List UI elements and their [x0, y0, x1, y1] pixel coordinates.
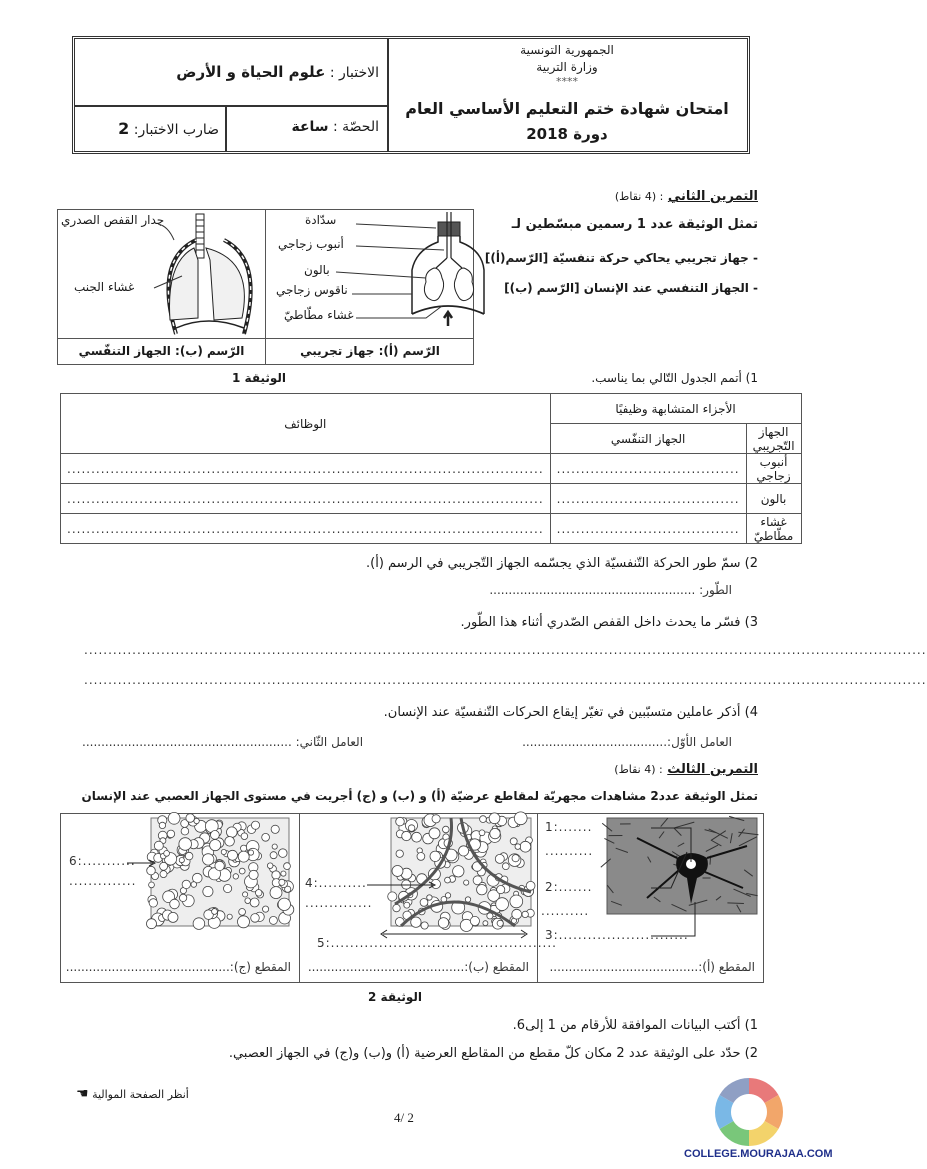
cell-texture [170, 899, 180, 909]
cell-texture [160, 862, 168, 870]
section-c-micrograph [151, 818, 289, 926]
bell-jar-shape [412, 236, 484, 314]
cell-texture [272, 871, 280, 879]
cell-texture [225, 837, 235, 847]
cell-respiratory-blank[interactable]: ...................................... [550, 514, 746, 544]
label-chest-wall: جدار القفص الصدري [61, 213, 165, 227]
cell-texture [479, 830, 485, 836]
table-functions-header: الوظائف [61, 394, 551, 454]
cell-texture [179, 858, 184, 863]
cell-texture [210, 840, 221, 851]
table-experimental-header: الجهاز التّجريبي [746, 424, 801, 454]
answer-line-1[interactable]: ............................................................................................................................................................................... [84, 643, 927, 657]
subject-label: الاختبار : [329, 65, 379, 81]
question-2-4: 4) أذكر عاملين متسبّبين في تغيّر إيقاع الحركات التّنفسيّة عند الإنسان. [383, 705, 758, 720]
balloon-left [424, 268, 443, 301]
cell-texture [270, 887, 282, 899]
coefficient-cell [75, 107, 225, 151]
cell-texture [420, 899, 428, 907]
header-info-block [75, 39, 387, 151]
cell-texture [510, 895, 523, 908]
cell-experimental: أنبوب زجاجي [746, 454, 801, 484]
cell-experimental: غشاء مطّاطيّ [746, 514, 801, 544]
cell-texture [185, 852, 193, 860]
exam-title: امتحان شهادة ختم التعليم الأساسي العام [405, 99, 729, 118]
question-3-2: 2) حدّد على الوثيقة عدد 2 مكان كلّ مقطع من المقاطع العرضية (أ) و(ب) و(ج) في الجهاز العصبي. [228, 1046, 758, 1061]
section-divider [537, 814, 538, 982]
exercise3-title: التمرين الثالث [667, 762, 758, 777]
respiratory-system-drawing [58, 210, 265, 338]
cell-texture [149, 899, 157, 907]
answer-factor-2[interactable]: العامل الثّاني: ....................................................... [82, 735, 364, 749]
cell-texture [227, 914, 232, 919]
cell-texture [510, 838, 517, 845]
question-2-2: 2) سمّ طور الحركة التّنفسيّة الذي يجسّمه الجهاز التّجريبي في الرسم (أ). [366, 556, 758, 571]
cell-texture [417, 853, 425, 861]
answer-line-2[interactable]: ............................................................................................................................................................................... [84, 673, 927, 687]
label-rubber-membrane: غشاء مطّاطيّ [284, 308, 354, 322]
cell-function-blank[interactable]: ................................................................................................... [61, 484, 551, 514]
exam-session: دورة 2018 [526, 125, 608, 143]
label-1-continuation[interactable]: .......... [545, 844, 594, 858]
cell-texture [215, 861, 224, 870]
label-stopper: سدّادة [305, 213, 337, 227]
header-ministry-block [387, 39, 747, 151]
cell-texture [496, 898, 509, 911]
balloon-right [454, 268, 473, 301]
cell-function-blank[interactable]: ................................................................................................... [61, 514, 551, 544]
label-5[interactable]: 5:............................................... [317, 936, 557, 950]
cell-texture [168, 812, 180, 824]
table-row [61, 454, 802, 484]
cell-texture [267, 863, 273, 869]
cell-texture [408, 825, 415, 832]
stopper-shape [438, 222, 460, 236]
cell-texture [427, 895, 432, 900]
cell-texture [279, 849, 288, 858]
exercise2-heading [615, 189, 758, 204]
cell-texture [512, 855, 519, 862]
cell-texture [497, 920, 503, 926]
label-leaders-a [651, 822, 711, 972]
functions-table [60, 393, 802, 544]
cell-texture [179, 838, 192, 851]
table-row [61, 484, 802, 514]
label-4[interactable]: 4:.......... [305, 876, 367, 890]
cell-texture [221, 849, 226, 854]
cell-texture [241, 833, 248, 840]
page-number: 4/ 2 [394, 1110, 414, 1125]
cell-texture [249, 870, 258, 879]
stars-divider: **** [556, 75, 578, 88]
cell-texture [512, 909, 522, 919]
exercise2-points: : (4 نقاط) [614, 190, 664, 203]
answer-factor-1[interactable]: العامل الأوّل:...................................... [522, 735, 732, 749]
cell-texture [262, 833, 270, 841]
label-1[interactable]: 1:....... [545, 820, 593, 834]
cell-texture [502, 863, 509, 870]
section-divider [299, 814, 300, 982]
section-b-caption[interactable]: المقطع (ب):......................................... [307, 960, 529, 974]
cell-texture [186, 814, 195, 823]
exercise3-points: : (4 نقاط) [614, 763, 663, 776]
caption-figure-b: الرّسم (ب): الجهاز التنفّسي [78, 344, 245, 358]
cell-texture [281, 871, 286, 876]
table-respiratory-header: الجهاز التنفّسي [550, 424, 746, 454]
cell-texture [212, 909, 218, 915]
cell-texture [203, 854, 214, 865]
cell-texture [251, 821, 259, 829]
next-page-text: أنظر الصفحة الموالية [92, 1088, 189, 1101]
cell-texture [159, 822, 165, 828]
label-3[interactable]: 3:........................... [545, 928, 689, 942]
watermark-text: COLLEGE.MOURAJAA.COM [684, 1148, 833, 1160]
cell-respiratory-blank[interactable]: ...................................... [550, 454, 746, 484]
cell-texture [438, 918, 448, 928]
cell-texture [191, 882, 197, 888]
exercise2-title: التمرين الثاني [667, 189, 758, 204]
cell-texture [245, 898, 251, 904]
cell-texture [489, 813, 500, 824]
ministry-name: وزارة التربية [536, 60, 598, 74]
cell-experimental: بالون [746, 484, 801, 514]
exercise2-bullet-a: - جهاز تجريبي يحاكي حركة تنفسيّة [الرّسم(أ)] [484, 251, 758, 265]
label-2[interactable]: 2:....... [545, 880, 593, 894]
cell-texture [228, 850, 238, 860]
exam-header [72, 36, 750, 154]
cell-texture [432, 815, 440, 823]
cell-texture [284, 863, 291, 870]
label-2-continuation[interactable]: .......... [541, 904, 590, 918]
section-c-caption[interactable]: المقطع (ج):........................................... [65, 960, 291, 974]
cell-texture [272, 844, 277, 849]
cell-texture [241, 845, 247, 851]
cell-texture [388, 892, 397, 901]
cell-texture [224, 884, 232, 892]
cell-texture [445, 877, 451, 883]
cell-texture [238, 916, 250, 928]
cell-function-blank[interactable]: ................................................................................................... [61, 454, 551, 484]
section-a-caption[interactable]: المقطع (أ):....................................... [549, 960, 755, 974]
cell-texture [248, 850, 253, 855]
cell-texture [412, 832, 422, 842]
cell-texture [251, 914, 260, 923]
cell-texture [402, 831, 411, 840]
cell-texture [238, 851, 249, 862]
cell-texture [477, 885, 487, 895]
cell-texture [411, 917, 421, 927]
cell-texture [269, 916, 277, 924]
republic-name: الجمهورية التونسية [520, 43, 614, 57]
cell-texture [154, 841, 163, 850]
label-glass-tube: أنبوب زجاجي [278, 237, 344, 251]
cell-texture [270, 852, 277, 859]
cell-texture [497, 886, 505, 894]
question-3-1: 1) أكتب البيانات الموافقة للأرقام من 1 إلى6. [512, 1018, 758, 1033]
duration-label: الحصّة : [332, 119, 379, 135]
document1-figure [57, 209, 474, 365]
cell-texture [182, 880, 190, 888]
label-bell-jar: ناقوس زجاجي [276, 283, 348, 297]
document2-figure [60, 813, 764, 983]
label-6-continuation[interactable]: .............. [69, 874, 137, 888]
exercise2-bullet-b: - الجهاز التنفسي عند الإنسان [الرّسم (ب)] [504, 281, 758, 295]
document2-caption: الوثيقة 2 [368, 990, 422, 1004]
table-row [61, 514, 802, 544]
label-pleura: غشاء الجنب [74, 280, 135, 294]
exercise2-intro: تمثل الوثيقة عدد 1 رسمين مبسّطين لـ [511, 217, 758, 232]
question-2-1: 1) أتمم الجدول التّالي بما يناسب. [591, 371, 758, 385]
cell-texture [239, 868, 245, 874]
cell-texture [250, 898, 259, 907]
caption-figure-a: الرّسم (أ): جهاز تجريبي [300, 344, 440, 358]
cell-texture [464, 880, 469, 885]
cell-texture [179, 894, 186, 901]
section-b-micrograph [391, 818, 531, 926]
answer-phase[interactable]: الطّور: ...................................................... [489, 583, 732, 597]
watermark-logo [684, 1056, 833, 1164]
cell-texture [526, 881, 535, 890]
arrow-4-icon [367, 880, 437, 890]
coefficient-value: 2 [118, 119, 130, 138]
cell-texture [160, 871, 167, 878]
cell-texture [167, 830, 175, 838]
cell-texture [164, 851, 170, 857]
cell-texture [271, 825, 279, 833]
cell-texture [465, 897, 470, 902]
cell-texture [149, 882, 155, 888]
document1-caption: الوثيقة 1 [232, 371, 286, 385]
cell-texture [453, 866, 464, 877]
subject-cell [75, 39, 387, 107]
cell-texture [147, 919, 157, 929]
cell-texture [515, 844, 521, 850]
cell-texture [514, 812, 527, 825]
cell-texture [193, 918, 205, 930]
cell-texture [520, 841, 531, 852]
cell-texture [490, 828, 500, 838]
cell-texture [278, 898, 290, 910]
cell-texture [480, 816, 487, 823]
cell-texture [495, 854, 504, 863]
cell-texture [243, 892, 248, 897]
cell-texture [279, 879, 285, 885]
cell-texture [392, 866, 403, 877]
cell-texture [445, 893, 450, 898]
cell-texture [470, 916, 479, 925]
pointing-hand-icon: ☚ [76, 1086, 89, 1102]
cell-texture [203, 886, 213, 896]
duration-value: ساعة [291, 119, 329, 135]
cell-texture [393, 904, 400, 911]
cell-texture [522, 911, 528, 917]
cell-texture [239, 909, 246, 916]
right-lung-shape [206, 248, 244, 320]
cell-texture [483, 921, 488, 926]
coefficient-label: ضارب الاختبار: [133, 122, 219, 138]
cell-texture [404, 902, 410, 908]
cell-texture [459, 846, 469, 856]
duration-cell [225, 107, 387, 151]
cell-texture [181, 827, 189, 835]
logo-ring [684, 1056, 814, 1148]
cell-texture [430, 851, 440, 861]
cell-texture [263, 906, 269, 912]
exercise3-heading [614, 762, 758, 777]
question-2-3: 3) فسّر ما يحدث داخل القفص الصّدري أثناء هذا الطّور. [460, 615, 758, 630]
cell-respiratory-blank[interactable]: ...................................... [550, 484, 746, 514]
subject-value: علوم الحياة و الأرض [176, 63, 326, 81]
label-balloon: بالون [304, 263, 330, 277]
table-group-header: الأجزاء المتشابهة وظيفيًا [550, 394, 801, 424]
next-page-note [76, 1086, 189, 1102]
label-6[interactable]: 6:........... [69, 854, 136, 868]
cell-texture [443, 826, 450, 833]
cell-texture [233, 874, 238, 879]
cell-texture [227, 827, 238, 838]
label-4-continuation[interactable]: .............. [305, 896, 373, 910]
cell-texture [396, 850, 403, 857]
cell-texture [255, 890, 262, 897]
caption-divider [58, 338, 473, 339]
cell-texture [168, 912, 178, 922]
cell-texture [429, 828, 440, 839]
cell-texture [396, 817, 405, 826]
fiber-texture [727, 903, 744, 904]
exercise3-intro: تمثل الوثيقة عدد2 مشاهدات مجهريّة لمقاطع عرضيّة (أ) و (ب) و (ج) أجريت في مستوى الجهاز العصبي عند الإنسان [81, 789, 758, 803]
cell-texture [211, 831, 220, 840]
